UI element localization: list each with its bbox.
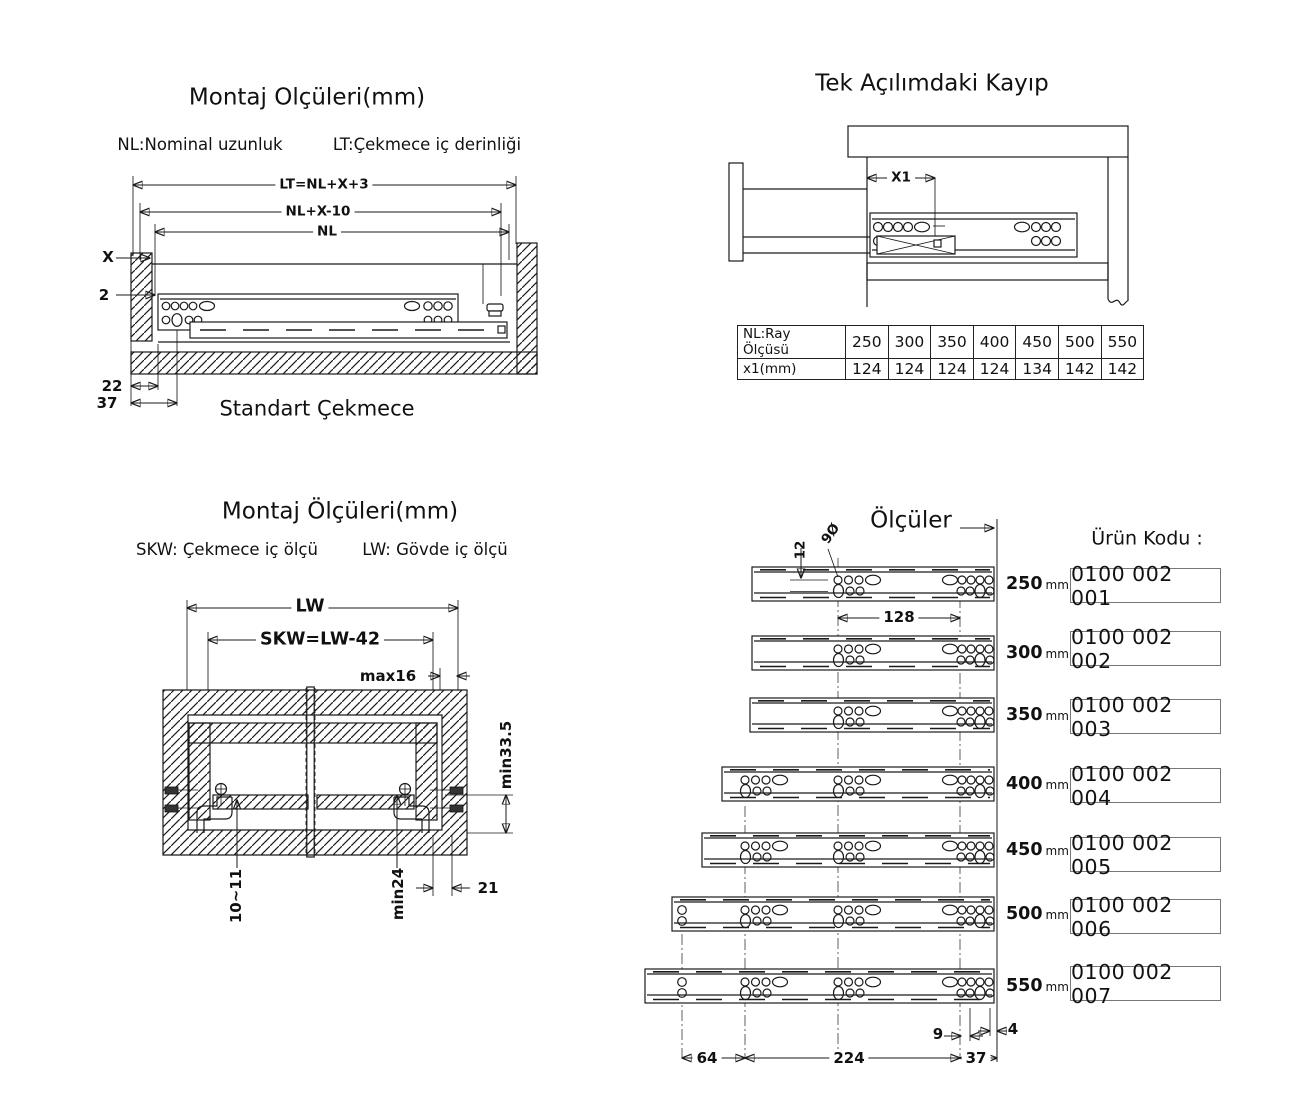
q4-dim-64: 64 [693, 1050, 722, 1067]
rail-size-label-350 [1006, 705, 1069, 725]
product-code-box-2: 0100 002 002 [1070, 631, 1221, 666]
table-x1-cell: 124 [846, 359, 889, 380]
rail-size-label-450 [1006, 840, 1069, 860]
rail-size-value: 500 [1006, 904, 1043, 924]
q3-dim-21: 21 [477, 878, 499, 897]
q4-dim-9: 9 [932, 1024, 944, 1043]
table-size-cell: 500 [1058, 326, 1101, 359]
table-row [738, 326, 1144, 359]
q4-sizes-drawing [645, 519, 1007, 1062]
rail-size-unit: mm [1045, 844, 1069, 858]
q3-dim-skw: SKW=LW-42 [256, 630, 384, 649]
table-x1-cell: 142 [1101, 359, 1144, 380]
rail-300mm [752, 636, 994, 670]
table-size-cell: 350 [931, 326, 974, 359]
product-code-box-5: 0100 002 005 [1070, 837, 1221, 872]
q1-dim-lt: LT=NL+X+3 [275, 178, 372, 193]
q4-dim-4: 4 [1007, 1019, 1019, 1038]
rail-250mm [752, 567, 994, 601]
rail-450mm [702, 833, 994, 867]
q3-legend-lw: LW: Gövde iç ölçü [362, 539, 508, 559]
q3-dim-max16: max16 [356, 668, 420, 685]
q4-dim-12: 12 [792, 540, 809, 560]
q3-dim-min24: min24 [388, 867, 407, 921]
product-code-box-6: 0100 002 006 [1070, 899, 1221, 934]
rail-size-unit: mm [1045, 578, 1069, 592]
q4-dim-37: 37 [962, 1050, 991, 1067]
rail-size-table [737, 325, 1144, 380]
table-row1-header: NL:Ray Ölçüsü [738, 326, 846, 359]
rail-size-value: 350 [1006, 705, 1043, 725]
product-code-box-3: 0100 002 003 [1070, 699, 1221, 734]
q4-dim-9-diameter: 9Ø [818, 520, 844, 547]
rail-size-unit: mm [1045, 709, 1069, 723]
q3-legend-skw: SKW: Çekmece iç ölçü [136, 539, 318, 559]
q3-dim-lw: LW [291, 597, 328, 616]
rail-size-label-550 [1006, 976, 1069, 996]
rail-size-label-400 [1006, 774, 1069, 794]
q1-dim-x: X [102, 247, 114, 266]
rail-size-value: 450 [1006, 840, 1043, 860]
table-size-cell: 450 [1016, 326, 1059, 359]
q1-dim-22: 22 [101, 376, 123, 395]
q4-title: Ölçüler [870, 507, 952, 534]
q1-dim-nlx10: NL+X-10 [282, 205, 355, 220]
rail-size-unit: mm [1045, 647, 1069, 661]
table-x1-cell: 124 [931, 359, 974, 380]
rail-size-unit: mm [1045, 778, 1069, 792]
rail-size-label-250 [1006, 574, 1069, 594]
table-row [738, 359, 1144, 380]
table-row2-header: x1(mm) [738, 359, 846, 380]
q3-dim-10-11: 10~11 [226, 868, 245, 924]
q1-legend-lt: LT:Çekmece iç derinliği [332, 134, 522, 154]
q3-dim-min33-5: min33.5 [496, 720, 515, 790]
q1-dim-2: 2 [98, 285, 110, 304]
q4-urun-kodu-label: Ürün Kodu : [1091, 527, 1203, 550]
rail-size-value: 250 [1006, 574, 1043, 594]
q4-dim-128: 128 [879, 609, 918, 626]
q2-title: Tek Açılımdaki Kayıp [815, 70, 1049, 97]
q1-title: Montaj Olçüleri(mm) [188, 84, 426, 111]
rail-350mm [750, 698, 994, 732]
table-x1-cell: 142 [1058, 359, 1101, 380]
rail-500mm [672, 897, 994, 931]
rail-size-value: 400 [1006, 774, 1043, 794]
rail-size-value: 550 [1006, 976, 1043, 996]
rail-550mm [645, 969, 994, 1003]
rail-size-label-500 [1006, 904, 1069, 924]
q2-dim-x1: X1 [887, 171, 915, 186]
table-x1-cell: 124 [888, 359, 931, 380]
rail-size-unit: mm [1045, 908, 1069, 922]
table-x1-cell: 134 [1016, 359, 1059, 380]
q1-caption: Standart Çekmece [219, 396, 415, 421]
table-size-cell: 550 [1101, 326, 1144, 359]
rail-size-label-300 [1006, 643, 1069, 663]
q1-dim-nl: NL [313, 225, 341, 240]
product-code-box-1: 0100 002 001 [1070, 568, 1221, 603]
q1-legend-nl: NL:Nominal uzunluk [117, 134, 283, 154]
table-x1-cell: 124 [973, 359, 1016, 380]
q1-dim-37: 37 [96, 393, 118, 412]
table-size-cell: 300 [888, 326, 931, 359]
table-size-cell: 250 [846, 326, 889, 359]
q3-title: Montaj Ölçüleri(mm) [221, 498, 459, 525]
q4-dim-224: 224 [829, 1050, 868, 1067]
rail-400mm [722, 767, 994, 801]
product-code-box-7: 0100 002 007 [1070, 966, 1221, 1001]
rail-size-unit: mm [1045, 980, 1069, 994]
product-code-box-4: 0100 002 004 [1070, 768, 1221, 803]
table-size-cell: 400 [973, 326, 1016, 359]
q2-opening-loss-drawing [729, 126, 1128, 307]
rail-size-value: 300 [1006, 643, 1043, 663]
